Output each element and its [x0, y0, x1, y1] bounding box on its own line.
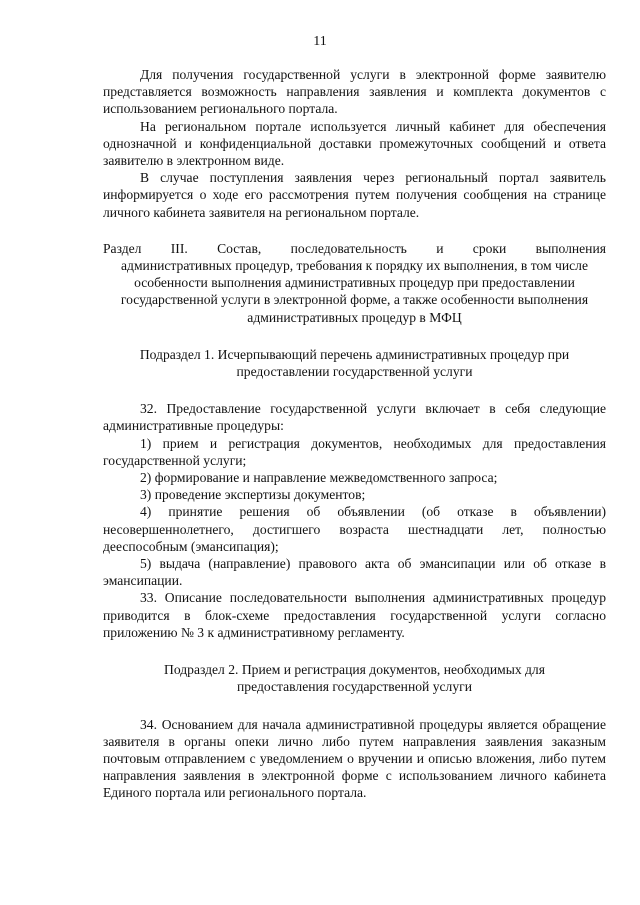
item-32-list-1: 1) прием и регистрация документов, необходимых для предоставления государственной услуги;: [103, 435, 606, 468]
section-3-title-line1: Раздел III. Состав, последовательность и сроки выполнения: [103, 240, 606, 256]
subsection-2-title: Подраздел 2. Прием и регистрация документов, необходимых для предоставления государственной услуги: [164, 662, 545, 695]
item-33: 33. Описание последовательности выполнения административных процедур приводится в блок-схеме предоставления государственной услуги согласно приложению № 3 к административному регламенту.: [103, 590, 606, 640]
paragraph-electronic-form: Для получения государственной услуги в электронной форме заявителю представляется возможность направления заявления и комплекта документов с использованием регионального портала.: [103, 67, 606, 117]
page-number: 11: [313, 34, 327, 49]
item-32-list-4: 4) принятие решения об объявлении (об отказе в объявлении) несовершеннолетнего, достигшего возраста шестнадцати лет, полностью дееспособным (эмансипация);: [103, 504, 606, 554]
section-3-title-rest: административных процедур, требования к порядку их выполнения, в том числе особенности выполнения административных процедур при предоставлении государственной услуги в электронной форме, а также особенности выполнения административных процедур в МФЦ: [120, 258, 589, 325]
section-3-title: [103, 240, 606, 326]
item-32-intro: 32. Предоставление государственной услуги включает в себя следующие административные процедуры:: [103, 401, 606, 434]
item-32-list-2: 2) формирование и направление межведомственного запроса;: [140, 470, 498, 486]
document-body: [103, 66, 606, 802]
item-32-list-5: 5) выдача (направление) правового акта об эмансипации или об отказе в эмансипации.: [103, 556, 606, 589]
paragraph-status-info: В случае поступления заявления через региональный портал заявитель информируется о ходе его рассмотрения путем получения сообщения на странице личного кабинета заявителя на региональном портале.: [103, 170, 606, 220]
item-34: 34. Основанием для начала административной процедуры является обращение заявителя в органы опеки лично либо путем направления заявления заказным почтовым отправлением с уведомлением о вручении и описью вложения, либо путем направления заявления в электронной форме с использованием личного кабинета Единого портала или регионального портала.: [103, 716, 606, 801]
paragraph-personal-cabinet: На региональном портале используется личный кабинет для обеспечения однозначной и конфиденциальной доставки промежуточных сообщений и ответа заявителю в электронном виде.: [103, 118, 606, 169]
subsection-1-title: Подраздел 1. Исчерпывающий перечень административных процедур при предоставлении государственной услуги: [139, 346, 570, 380]
item-32-list-3: 3) проведение экспертизы документов;: [140, 487, 366, 503]
